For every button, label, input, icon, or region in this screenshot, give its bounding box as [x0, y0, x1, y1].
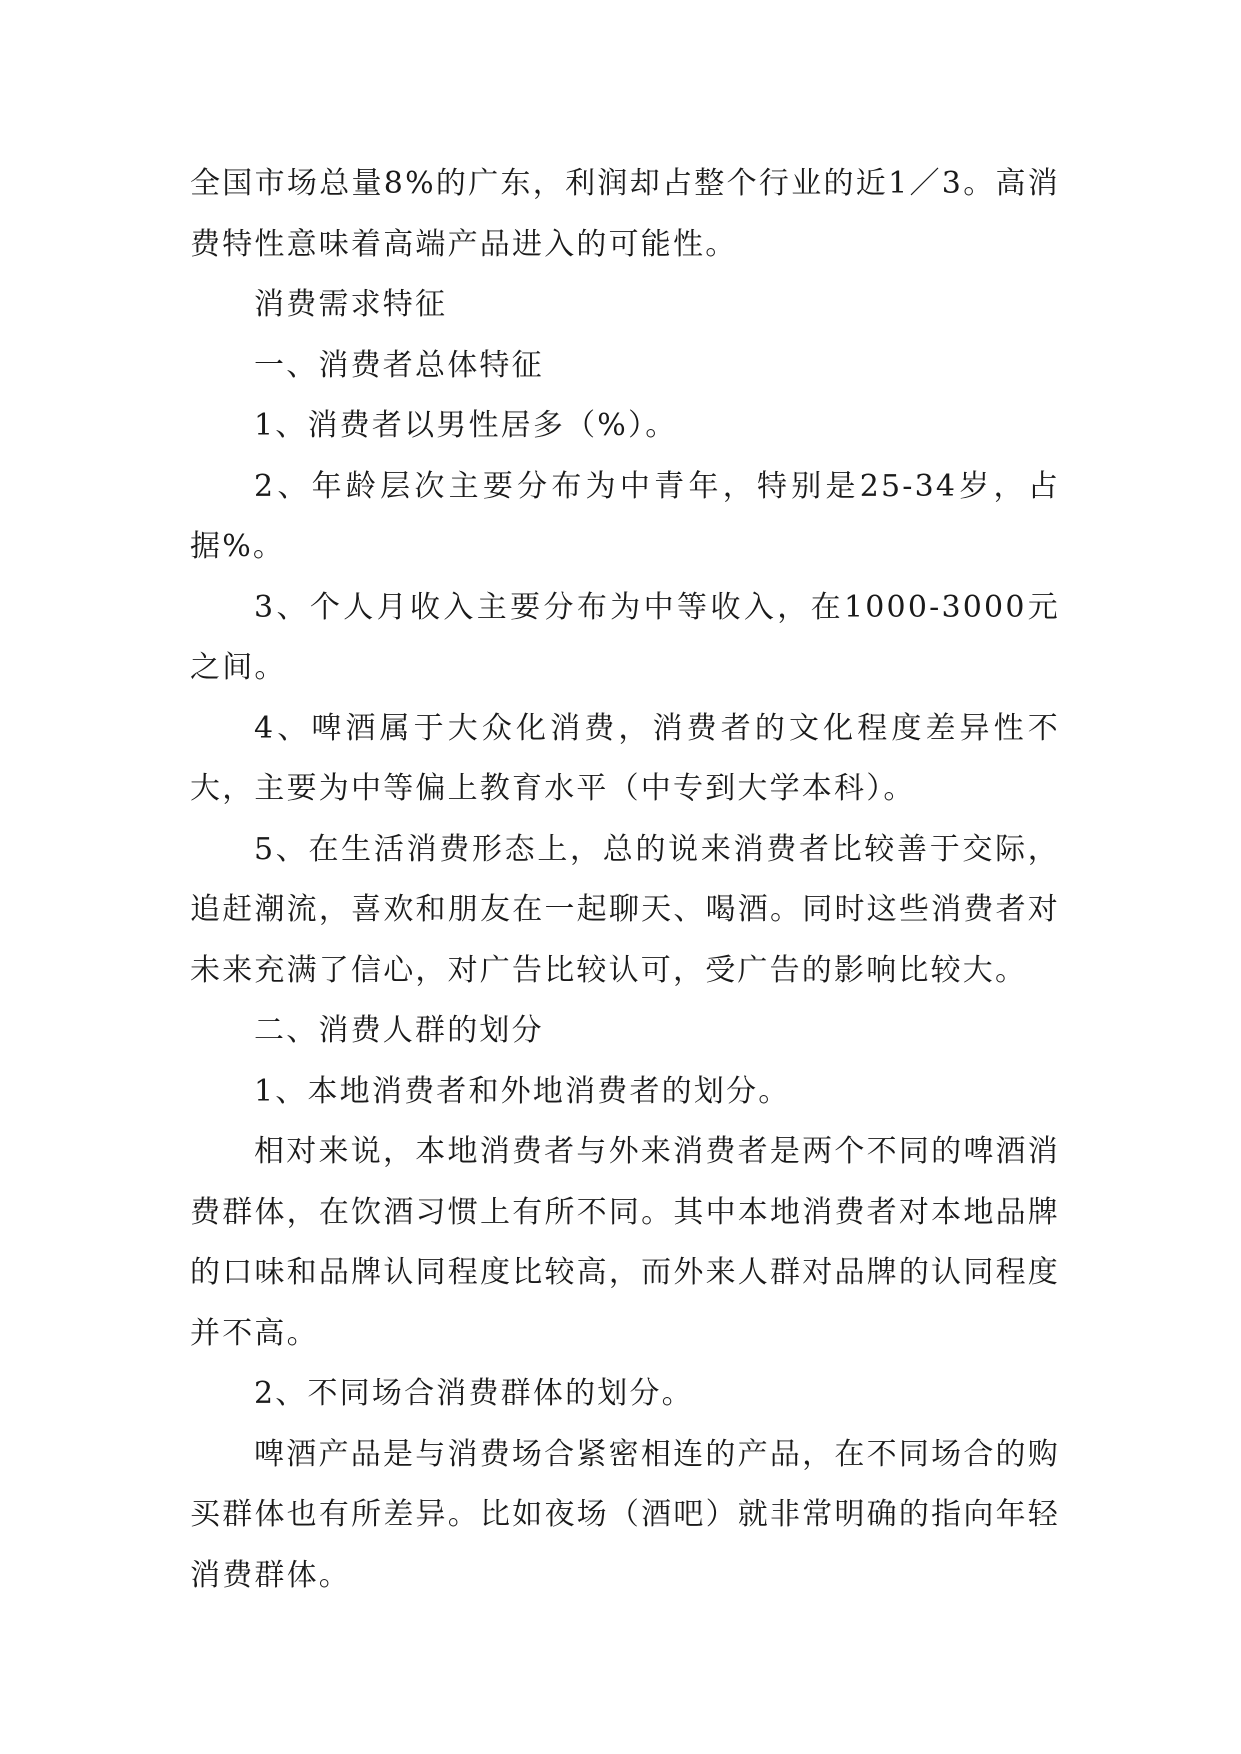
list-item: 1、消费者以男性居多（%）。: [254, 408, 678, 443]
paragraph: 全国市场总量8%的广东，利润却占整个行业的近1／3。高消费特性意味着高端产品进入的可能性。: [190, 166, 1060, 262]
paragraph: 相对来说，本地消费者与外来消费者是两个不同的啤酒消费群体，在饮酒习惯上有所不同。其中本地消费者对本地品牌的口味和品牌认同程度比较高，而外来人群对品牌的认同程度并不高。: [190, 1134, 1060, 1351]
document-body: [190, 154, 1060, 1606]
list-item: 4、啤酒属于大众化消费，消费者的文化程度差异性不大，主要为中等偏上教育水平（中专到大学本科）。: [190, 710, 1060, 806]
section-heading: 二、消费人群的划分: [254, 1013, 544, 1048]
list-item: 2、不同场合消费群体的划分。: [254, 1376, 694, 1411]
list-item: 3、个人月收入主要分布为中等收入，在1000-3000元之间。: [190, 589, 1060, 685]
section-heading: 消费需求特征: [254, 287, 448, 322]
paragraph: 啤酒产品是与消费场合紧密相连的产品，在不同场合的购买群体也有所差异。比如夜场（酒吧）就非常明确的指向年轻消费群体。: [190, 1436, 1060, 1593]
section-heading: 一、消费者总体特征: [254, 347, 544, 383]
list-item: 1、本地消费者和外地消费者的划分。: [254, 1073, 791, 1109]
list-item: 5、在生活消费形态上，总的说来消费者比较善于交际，追赶潮流，喜欢和朋友在一起聊天、喝酒。同时这些消费者对未来充满了信心，对广告比较认可，受广告的影响比较大。: [190, 831, 1060, 988]
list-item: 2、年龄层次主要分布为中青年，特别是25-34岁，占据%。: [190, 468, 1060, 564]
